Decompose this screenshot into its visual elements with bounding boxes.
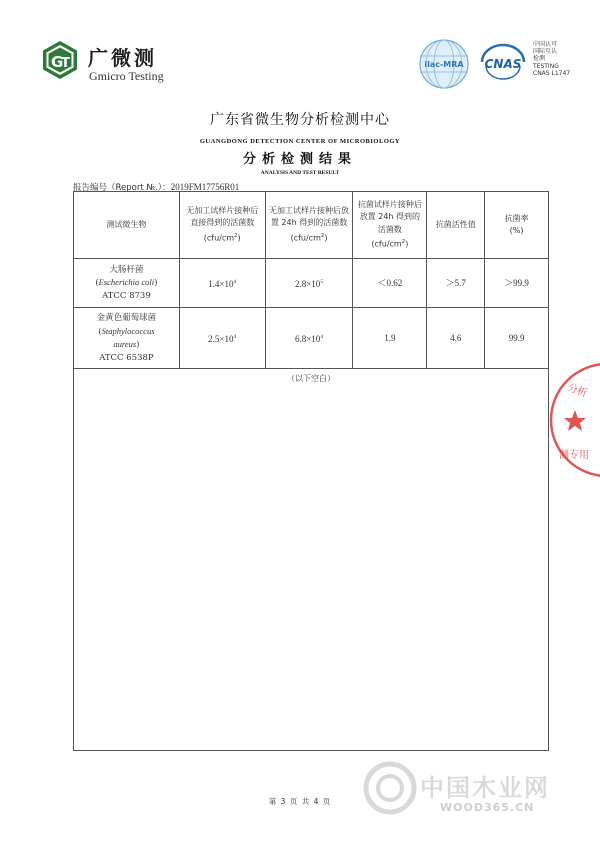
svg-text:T: T: [61, 56, 70, 71]
value-cell: 4.6: [427, 308, 485, 369]
cnas-line: CNAS L1747: [533, 69, 571, 77]
value-cell: $6.8\times 10^4$: [265, 308, 353, 369]
logo-chinese-name: 广微测: [88, 46, 157, 70]
value-cell: 1.9: [353, 308, 427, 369]
center-title-english: GUANGDONG DETECTION CENTER OF MICROBIOLOGY: [199, 138, 401, 145]
result-title-english: ANALYSIS AND TEST RESULT: [260, 170, 340, 176]
value-cell: ＞99.9: [485, 259, 549, 308]
blank-note: （以下空白）: [74, 369, 549, 751]
table-row: [74, 308, 549, 369]
center-title-chinese: 广东省微生物分析检测中心: [210, 112, 390, 128]
header-antibacterial-24h: 抗菌试样片接种后放置 24h 得到的活菌数 $(cfu/cm^2)$: [353, 192, 427, 259]
cnas-line: 检测: [533, 55, 546, 63]
official-stamp-icon: [545, 360, 600, 480]
report-number-label: 报告编号（Report №.）：: [73, 183, 171, 193]
cnas-line: 国际互认: [533, 48, 558, 56]
result-title-chinese: 分析检测结果: [242, 152, 357, 167]
svg-text:CNAS: CNAS: [484, 57, 522, 71]
header-antibacterial-rate: 抗菌率 (%): [485, 192, 549, 259]
svg-text:ilac-MRA: ilac-MRA: [424, 60, 464, 69]
logo-english-name: Gmicro Testing: [89, 69, 164, 83]
results-table: [73, 191, 549, 751]
report-number-value: 2019FM17756R01: [170, 182, 240, 192]
page-number: 第 3 页 共 4 页: [268, 797, 332, 806]
watermark-chinese: 中国木业网: [420, 774, 550, 802]
cnas-line: TESTING: [533, 62, 559, 70]
svg-text:分析: 分析: [565, 382, 589, 400]
table-row: [74, 259, 549, 308]
watermark-logo-icon: [362, 760, 418, 816]
value-cell: $2.5\times 10^4$: [179, 308, 265, 369]
cnas-logo-icon: [476, 42, 530, 82]
header-untreated-initial: 无加工试样片接种后直接得到的活菌数 $(cfu/cm^2)$: [179, 192, 265, 259]
value-cell: ＞5.7: [427, 259, 485, 308]
value-cell: $1.4\times 10^4$: [179, 259, 265, 308]
organism-cell: 金黄色葡萄球菌 (Staphylococcus aureus) ATCC 6538P: [74, 308, 180, 369]
watermark-english: WOOD365.CN: [440, 801, 535, 814]
value-cell: $2.8\times 10^5$: [265, 259, 353, 308]
svg-text:G: G: [51, 53, 64, 71]
table-blank-row: [74, 369, 549, 751]
gmicro-logo-icon: [40, 40, 80, 80]
cnas-accreditation-text: [533, 41, 570, 77]
svg-text:测专用: 测专用: [559, 450, 589, 461]
ilac-mra-globe-icon: [418, 38, 470, 90]
cnas-line: 中国认可: [533, 41, 558, 48]
header-microorganism: 测试微生物: [74, 192, 180, 259]
header-activity-value: 抗菌活性值: [427, 192, 485, 259]
value-cell: ＜0.62: [353, 259, 427, 308]
table-header-row: [74, 192, 549, 259]
organism-cell: 大肠杆菌 (Escherichia coli) ATCC 8739: [74, 259, 180, 308]
value-cell: 99.9: [485, 308, 549, 369]
header-untreated-24h: 无加工试样片接种后放置 24h 得到的活菌数 $(cfu/cm^2)$: [265, 192, 353, 259]
